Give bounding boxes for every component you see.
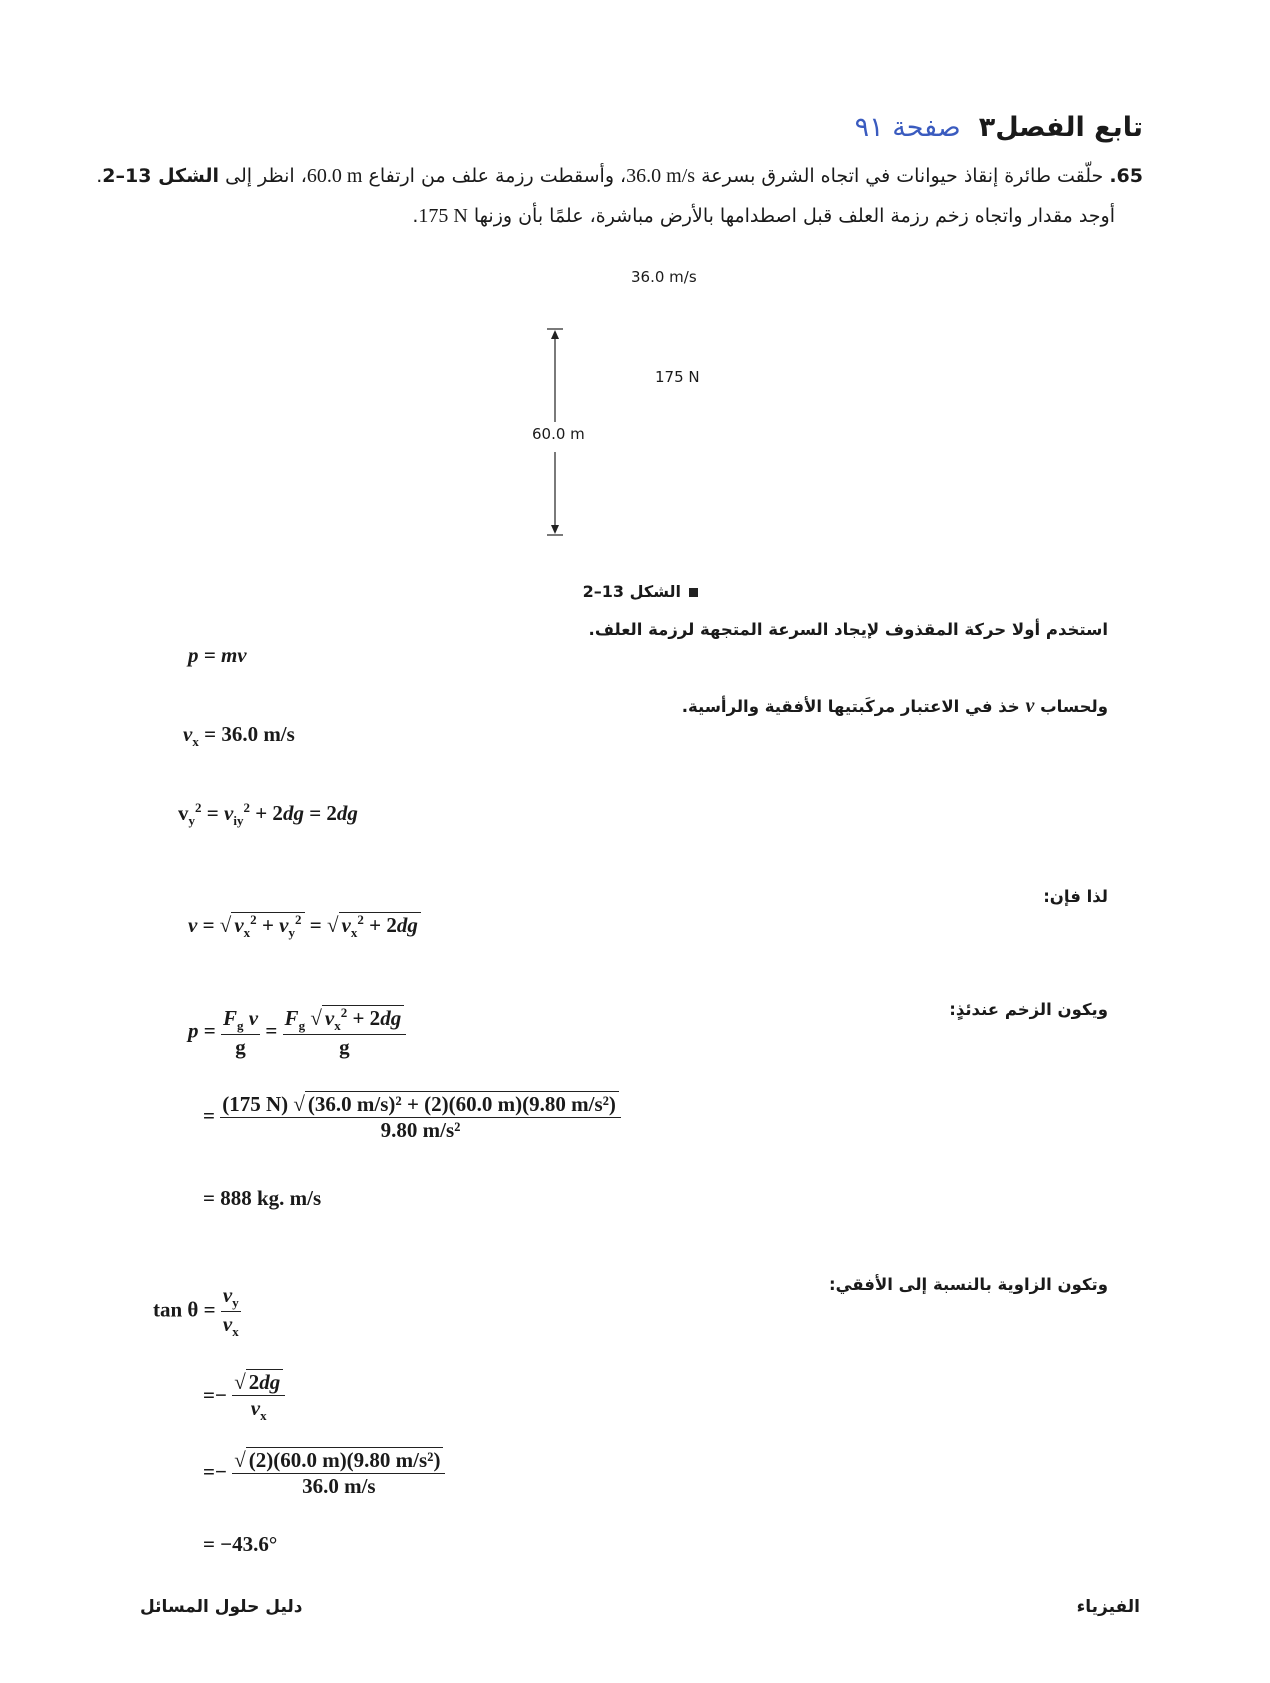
eq-speed-magnitude: v = √ $v_x^2 + v_y^2$ = √ $v_x^2 + 2dg$ (188, 912, 421, 941)
explanation-5: وتكون الزاوية بالنسبة إلى الأفقي: (829, 1275, 1108, 1294)
footer-left: دليل حلول المسائل (140, 1597, 303, 1617)
eq-vx: $v_x = 36.0$ m/s (183, 722, 295, 750)
eq-momentum-result: = 888 kg. m/s (203, 1186, 322, 1210)
problem-text-d: . (96, 165, 103, 187)
explanation-2 (682, 695, 1108, 718)
eq-momentum-symbolic: p = $\frac{F_g v}{g}$ = $\frac{F_g √ v_x^2 + 2dg}{g}$ (188, 1005, 406, 1060)
explanation-1: استخدم أولا حركة المقذوف لإيجاد السرعة المتجهة لرزمة العلف. (588, 620, 1108, 639)
eq-angle-radicand: (2)(60.0 m)(9.80 m/s²) (246, 1447, 444, 1472)
problem-height: 60.0 m (306, 165, 363, 187)
problem-speed: 36.0 m/s (626, 165, 696, 187)
eq-gravity-value: 9.80 m/s² (220, 1117, 621, 1143)
explanation-2-var: v (1025, 695, 1035, 717)
figure-caption-text: الشكل 13–2 (582, 582, 681, 601)
explanation-2-a: ولحساب (1034, 697, 1108, 716)
problem-text-b: ، وأسقطت رزمة علف من ارتفاع (362, 165, 627, 187)
figure-caption (583, 582, 698, 601)
eq-momentum-numeric: = $\frac{\text{(175 N) √ (36.0 m/s)² + (2)(60.0 m)(9.80 m/s²)}}{\text{9.80 m/s²}}$ (203, 1092, 621, 1143)
page-header (855, 112, 1143, 143)
eq-momentum-def: p = mv (188, 643, 247, 667)
problem-weight: 175 N (418, 205, 468, 227)
eq-angle-result: = −43.6° (203, 1532, 278, 1556)
explanation-4: ويكون الزخم عندئذٍ: (949, 1000, 1108, 1019)
eq-tan-symbolic: =− $\frac{√ 2dg}{v_x}$ (203, 1370, 285, 1424)
problem-text-a: حلّقت طائرة إنقاذ حيوانات في اتجاه الشرق بسرعة (695, 165, 1110, 187)
eq-weight-value: (175 N) (222, 1092, 289, 1116)
figure-weight-label: 175 N (655, 368, 700, 386)
explanation-3: لذا فإن: (1043, 887, 1108, 906)
eq-momentum-radicand: (36.0 m/s)² + (2)(60.0 m)(9.80 m/s²) (305, 1091, 619, 1116)
figure-reference: الشكل 13–2 (102, 165, 220, 187)
height-dimension-arrow (540, 322, 570, 542)
caption-square-icon (689, 588, 698, 597)
explanation-2-b: خذ في الاعتبار مركَبتيها الأفقية والرأسية. (681, 697, 1026, 716)
eq-vx-value: 36.0 m/s (221, 722, 295, 746)
figure-speed-label: 36.0 m/s (631, 268, 697, 286)
eq-angle-denominator: 36.0 m/s (232, 1473, 445, 1499)
problem-text-c: ، انظر إلى (219, 165, 307, 187)
eq-tan-numeric: =− $\frac{\text{√ (2)(60.0 m)(9.80 m/s²)}}{36.0 m/s}$ (203, 1448, 445, 1499)
problem-line-1 (96, 165, 1143, 188)
eq-tan-theta: tan θ = $\frac{v_y}{v_x}$ (153, 1283, 239, 1340)
chapter-title: تابع الفصل٣ (978, 112, 1143, 143)
problem-text-f: . (412, 205, 419, 227)
problem-text-e: أوجد مقدار واتجاه زخم رزمة العلف قبل اصطدامها بالأرض مباشرة، علمًا بأن وزنها (467, 205, 1115, 227)
figure-height-label: 60.0 m (532, 425, 585, 443)
eq-vy-squared: $v_y^2 = v_{iy}^2 + 2dg = 2dg$ (178, 800, 358, 829)
page-number: صفحة ٩١ (854, 112, 961, 143)
problem-number: 65. (1109, 165, 1143, 187)
problem-line-2 (412, 205, 1115, 228)
footer-right: الفيزياء (1076, 1597, 1140, 1617)
